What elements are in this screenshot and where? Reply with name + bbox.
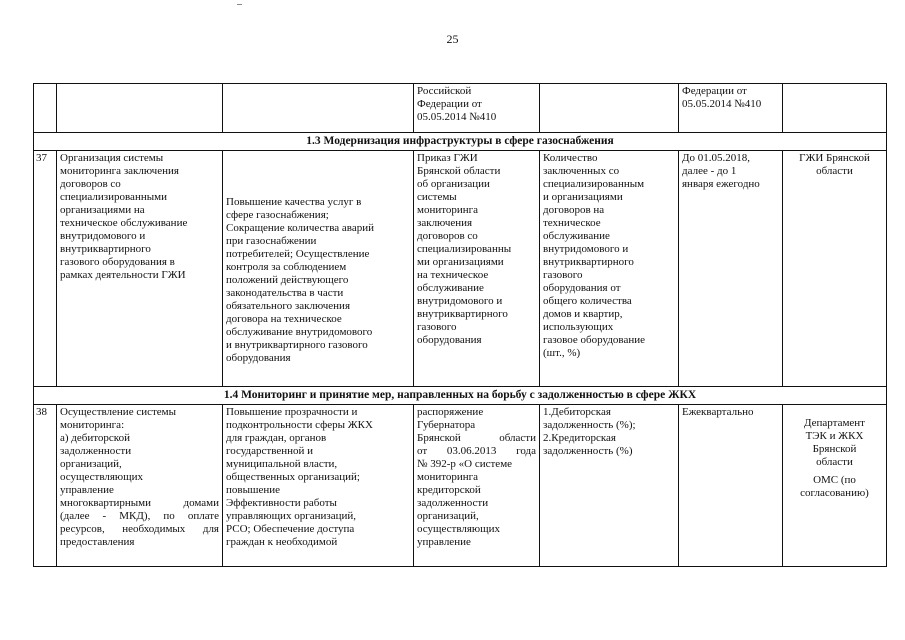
row-number: 37 bbox=[34, 151, 57, 387]
responsible-cell: ГЖИ Брянской области bbox=[783, 151, 887, 387]
table-row bbox=[34, 84, 887, 133]
table-row bbox=[34, 405, 887, 567]
responsible-cell: Федерации от 05.05.2014 №410 bbox=[679, 84, 783, 133]
row-number: 38 bbox=[34, 405, 57, 567]
indicator-cell: Количество заключенных со специализированным и организациями договоров на техническое обслуживание внутридомового и внутриквартирного газового оборудования от общего количества домов и квартир, использующих газовое оборудование (шт., %) bbox=[540, 151, 679, 387]
section-heading: 1.3 Модернизация инфраструктуры в сфере газоснабжения bbox=[34, 133, 887, 151]
responsible-cell: Департамент ТЭК и ЖКХ Брянской области ОМС (по согласованию) bbox=[783, 405, 887, 567]
action-cell: Организация системы мониторинга заключения договоров со специализированными организациями на техническое обслуживание внутридомового и внутриквартирного газового оборудования в рамках деятельности ГЖИ bbox=[57, 151, 223, 387]
section-heading-row bbox=[34, 133, 887, 151]
section-heading: 1.4 Мониторинг и принятие мер, направленных на борьбу с задолженностью в сфере ЖКХ bbox=[34, 387, 887, 405]
plan-table bbox=[33, 83, 887, 567]
document-cell: Российской Федерации от 05.05.2014 №410 bbox=[414, 84, 540, 133]
document-cell: распоряжение Губернатора Брянской области от 03.06.2013 года № 392-р «О системе мониторинга кредиторской задолженности организаций, осуществляющих управление bbox=[414, 405, 540, 567]
action-cell: Осуществление системы мониторинга: а) дебиторской задолженности организаций, осуществляющих управление многоквартирными домами (далее - МКД), по оплате ресурсов, необходимых для предоставления bbox=[57, 405, 223, 567]
term-cell: До 01.05.2018, далее - до 1 января ежегодно bbox=[679, 151, 783, 387]
table-row bbox=[34, 151, 887, 387]
result-cell: Повышение прозрачности и подконтрольности сферы ЖКХ для граждан, органов государственной и муниципальной власти, общественных организаций; повышение Эффективности работы управляющих организаций, РСО; Обеспечение доступа граждан к необходимой bbox=[223, 405, 414, 567]
indicator-cell: 1.Дебиторская задолженность (%); 2.Кредиторская задолженность (%) bbox=[540, 405, 679, 567]
section-heading-row bbox=[34, 387, 887, 405]
term-cell: Ежеквартально bbox=[679, 405, 783, 567]
page-number: 25 bbox=[446, 32, 459, 46]
result-cell: Повышение качества услуг в сфере газоснабжения; Сокращение количества аварий при газоснабжении потребителей; Осуществление контроля за соблюдением положений действующего законодательства в части обязательного заключения договора на техническое обслуживание внутридомового и внутриквартирного газового оборудования bbox=[223, 151, 414, 387]
document-cell: Приказ ГЖИ Брянской области об организации системы мониторинга заключения договоров со специализированны ми организациями на техническое обслуживание внутридомового и внутриквартирного газового оборудования bbox=[414, 151, 540, 387]
